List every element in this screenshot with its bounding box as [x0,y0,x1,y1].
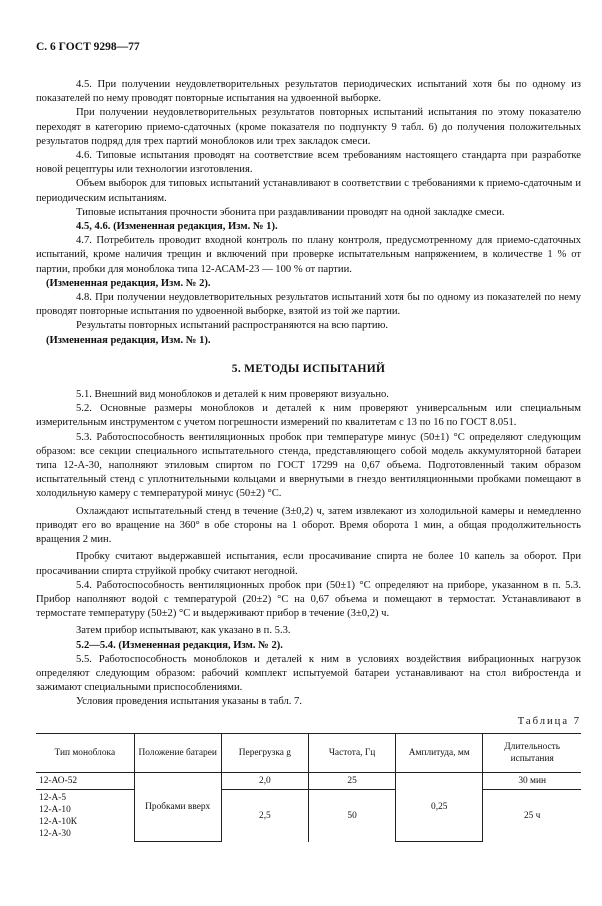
amendment-note: (Измененная редакция, Изм. № 2). [46,277,211,289]
paragraph: Результаты повторных испытаний распространяются на всю партию. [76,320,389,332]
table-cell: 50 [308,789,395,842]
paragraph: 5.4. Работоспособность вентиляционных пробок при (50±1) °С определяют на приборе, указанном в п. 5.3. Прибор наполняют водой с температурой (20±2) °С на 0,67 объема и помещают в термостат. Устанавливают в термостате температуру (50±2) °С и выдерживают прибор в течение (3±0,2) ч. [36,579,581,620]
table-row [36,772,581,789]
amendment-note: 5.2—5.4. (Измененная редакция, Изм. № 2). [76,639,283,651]
table-cell: 12-АО-52 [36,772,134,789]
paragraph: 5.5. Работоспособность моноблоков и деталей к ним в условиях воздействия вибрационных нагрузок определяют следующим образом: рабочий комплект испытуемой батареи устанавливают на стол вибростенда и зажимают специальными приспособлениями. [36,653,581,694]
paragraph: 4.5. При получении неудовлетворительных результатов периодических испытаний хотя бы по одному из показателей по нему проводят повторные испытания на удвоенной выборке. [36,79,581,105]
paragraph: При получении неудовлетворительных результатов повторных испытаний испытания по этому показателю переходят в категорию приемо-сдаточных (кроме показателя по подпункту 9 табл. 6) до получения положительных результатов подряд для трех партий моноблоков или трех закладок смеси. [36,107,581,147]
paragraph: 5.2. Основные размеры моноблоков и деталей к ним проверяют универсальным или специальным измерительным инструментом с учетом погрешности измерений по квалитетам с 13 по 16 по ГОСТ 8.051. [36,403,581,429]
table-cell: 2,5 [221,789,308,842]
paragraph: Затем прибор испытывают, как указано в п. 5.3. [76,625,291,637]
table-header-cell: Длительность испытания [483,733,581,772]
paragraph: Объем выборок для типовых испытаний устанавливают в соответствии с требованиями к приемо-сдаточным и периодическим испытаниям. [36,178,581,204]
paragraph: Охлаждают испытательный стенд в течение (3±0,2) ч, затем извлекают из холодильной камеры и немедленно приводят его во вращение на 360° в обе стороны на 1 оборот. Время оборота 1 мин, а общая продолжительность вращения 2 мин. [36,505,581,546]
table-cell: 2,0 [221,772,308,789]
test-conditions-table [36,733,581,843]
amendment-note: (Измененная редакция, Изм. № 1). [46,334,211,346]
paragraph: 4.6. Типовые испытания проводят на соответствие всем требованиям настоящего стандарта при разработке новой рецептуры или технологии изготовления. [36,150,581,176]
paragraph: 5.1. Внешний вид моноблоков и деталей к ним проверяют визуально. [76,389,389,401]
table-header-cell: Частота, Гц [308,733,395,772]
page-header: С. 6 ГОСТ 9298—77 [36,41,140,53]
paragraph: Типовые испытания прочности эбонита при раздавливании проводят на одной закладке смеси. [76,206,505,218]
paragraph: 4.8. При получении неудовлетворительных результатов испытаний хотя бы по одному из показателей по нему проводят повторные испытания по удвоенной выборке, взятой из той же партии. [36,292,581,318]
paragraph: 4.7. Потребитель проводит входной контроль по плану контроля, предусмотренному для приемо-сдаточных испытаний, кроме наличия трещин и включений при проверке испытательным напряжением, в количестве 1 % от партии, пробки для моноблока типа 12-АСАМ-23 — 100 % от партии. [36,235,581,275]
table-header-cell: Тип моноблока [36,733,134,772]
table-row [36,789,581,842]
table-header-cell: Положение батареи [134,733,221,772]
table-cell: 0,25 [396,772,483,842]
paragraph: Пробку считают выдержавшей испытания, если просачивание спирта не более 10 капель за оборот. При просачивании спирта струйкой пробку считают негодной. [36,551,581,577]
table-cell: 30 мин [483,772,581,789]
table-header-cell: Амплитуда, мм [396,733,483,772]
table-header-cell: Перегрузка g [221,733,308,772]
table-cell: Пробками вверх [134,772,221,842]
table-label: Таблица 7 [517,715,581,727]
document-body [36,78,581,842]
table-cell: 25 ч [483,789,581,842]
paragraph: Условия проведения испытания указаны в табл. 7. [76,696,302,708]
paragraph: 5.3. Работоспособность вентиляционных пробок при температуре минус (50±1) °С определяют следующим образом: все секции специального испытательного стенда, представляющего собой модель аккумуляторной батареи типа 12-А-30, наполняют этиловым спиртом по ГОСТ 17299 на 0,67 объема. Подготовленный таким образом испытательный стенд с уплотнительными кольцами и ввернутыми в гнездо вентиляционными пробками помещают в холодильную камеру с температурой минус (50±2) °С. [36,431,581,500]
section-title: 5. МЕТОДЫ ИСПЫТАНИЙ [231,362,386,375]
table-cell: 12-А-5 12-А-10 12-А-10К 12-А-30 [36,789,134,842]
table-cell: 25 [308,772,395,789]
amendment-note: 4.5, 4.6. (Измененная редакция, Изм. № 1). [76,221,278,233]
